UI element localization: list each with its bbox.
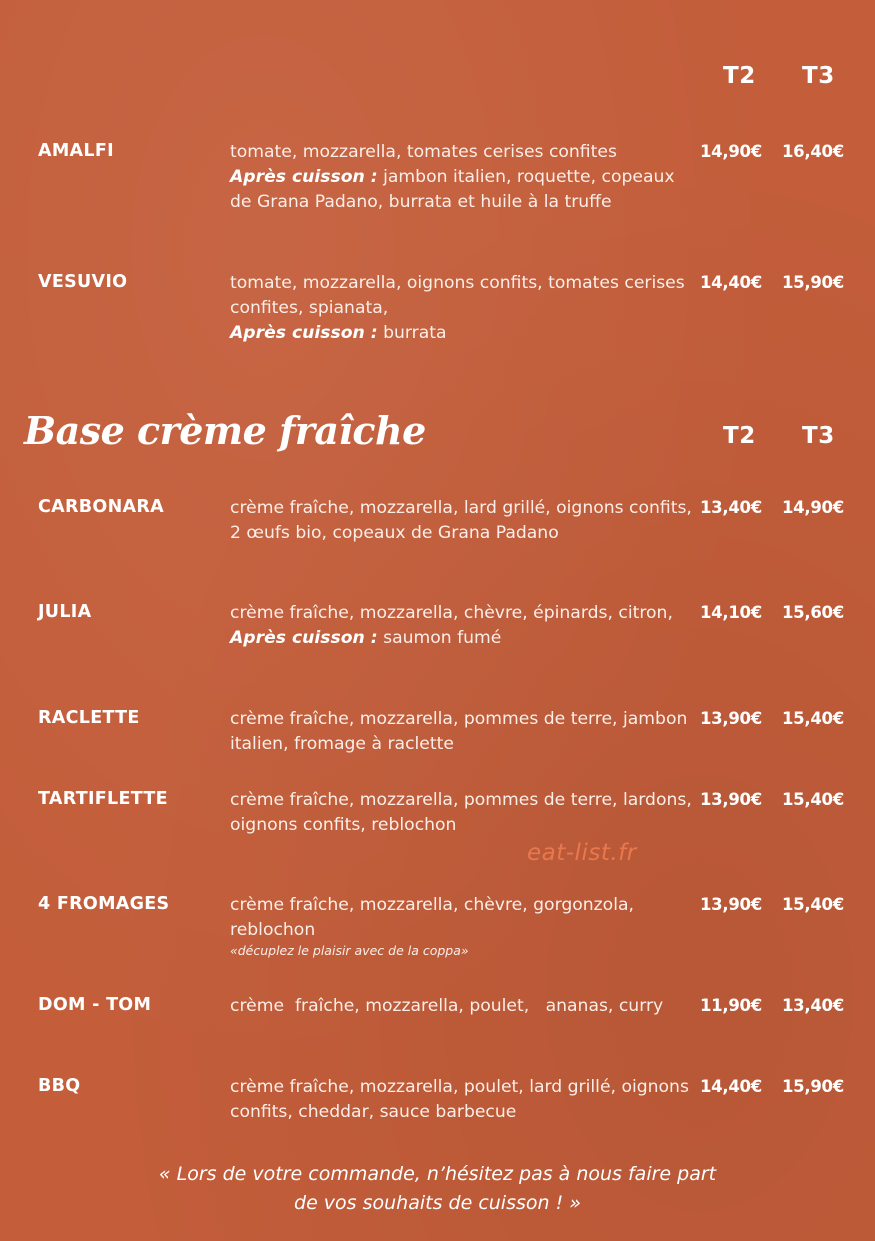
price-t2-4-fromages: 13,90€ bbox=[700, 895, 762, 914]
item-name-amalfi: AMALFI bbox=[38, 141, 114, 161]
item-desc-4-fromages bbox=[230, 893, 692, 959]
item-desc-raclette: crème fraîche, mozzarella, pommes de terre, jambon italien, fromage à raclette bbox=[230, 709, 688, 754]
item-desc-carbonara: crème fraîche, mozzarella, lard grillé, oignons confits, 2 œufs bio, copeaux de Grana Padano bbox=[230, 498, 692, 543]
price-t3-4-fromages: 15,40€ bbox=[782, 895, 844, 914]
price-t2-amalfi: 14,90€ bbox=[700, 142, 762, 161]
item-name-4-fromages: 4 FROMAGES bbox=[38, 894, 170, 914]
price-t3-dom-tom: 13,40€ bbox=[782, 996, 844, 1015]
size-header-t3: T3 bbox=[802, 423, 835, 449]
item-desc-dom-tom: crème fraîche, mozzarella, poulet, ananas, curry bbox=[230, 996, 664, 1016]
watermark-eat-list: eat-list.fr bbox=[527, 840, 637, 866]
item-desc-amalfi bbox=[230, 140, 692, 215]
price-t3-julia: 15,60€ bbox=[782, 603, 844, 622]
item-name-tartiflette: TARTIFLETTE bbox=[38, 789, 168, 809]
price-t2-julia: 14,10€ bbox=[700, 603, 762, 622]
price-t2-tartiflette: 13,90€ bbox=[700, 790, 762, 809]
item-name-carbonara: CARBONARA bbox=[38, 497, 164, 517]
price-t2-raclette: 13,90€ bbox=[700, 709, 762, 728]
item-name-julia: JULIA bbox=[38, 602, 92, 622]
item-note: «décuplez le plaisir avec de la coppa» bbox=[230, 943, 469, 958]
after-cooking-label: Après cuisson : bbox=[230, 628, 378, 648]
item-name-vesuvio: VESUVIO bbox=[38, 272, 128, 292]
item-desc-julia bbox=[230, 601, 692, 651]
price-t3-bbq: 15,90€ bbox=[782, 1077, 844, 1096]
item-desc-text: crème fraîche, mozzarella, chèvre, gorgonzola, reblochon bbox=[230, 895, 634, 940]
price-t3-vesuvio: 15,90€ bbox=[782, 273, 844, 292]
price-t2-carbonara: 13,40€ bbox=[700, 498, 762, 517]
footer-line-2: de vos souhaits de cuisson ! » bbox=[294, 1192, 581, 1214]
item-after-text: jambon italien, roquette, copeaux de Grana Padano, burrata et huile à la truffe bbox=[230, 167, 675, 212]
price-t3-amalfi: 16,40€ bbox=[782, 142, 844, 161]
section-title-base-creme-fraiche: Base crème fraîche bbox=[24, 408, 426, 453]
item-desc-text: tomate, mozzarella, oignons confits, tomates cerises confites, spianata, bbox=[230, 273, 685, 318]
item-name-raclette: RACLETTE bbox=[38, 708, 140, 728]
after-cooking-label: Après cuisson : bbox=[230, 323, 378, 343]
price-t3-raclette: 15,40€ bbox=[782, 709, 844, 728]
item-name-dom-tom: DOM - TOM bbox=[38, 995, 152, 1015]
item-after-text: burrata bbox=[383, 323, 447, 343]
size-header-t3: T3 bbox=[802, 63, 835, 89]
footer-line-1: « Lors de votre commande, n’hésitez pas à nous faire part bbox=[158, 1163, 717, 1185]
item-desc-tartiflette: crème fraîche, mozzarella, pommes de terre, lardons, oignons confits, reblochon bbox=[230, 790, 692, 835]
size-header-t2: T2 bbox=[723, 423, 756, 449]
item-desc-text: tomate, mozzarella, tomates cerises confites bbox=[230, 142, 617, 162]
item-desc-vesuvio bbox=[230, 271, 692, 346]
price-t2-dom-tom: 11,90€ bbox=[700, 996, 762, 1015]
price-t3-carbonara: 14,90€ bbox=[782, 498, 844, 517]
footer-note bbox=[0, 1160, 875, 1218]
price-t2-vesuvio: 14,40€ bbox=[700, 273, 762, 292]
after-cooking-label: Après cuisson : bbox=[230, 167, 378, 187]
price-t3-tartiflette: 15,40€ bbox=[782, 790, 844, 809]
item-desc-text: crème fraîche, mozzarella, chèvre, épinards, citron, bbox=[230, 603, 673, 623]
size-header-t2: T2 bbox=[723, 63, 756, 89]
item-name-bbq: BBQ bbox=[38, 1076, 81, 1096]
price-t2-bbq: 14,40€ bbox=[700, 1077, 762, 1096]
item-after-text: saumon fumé bbox=[383, 628, 502, 648]
item-desc-bbq: crème fraîche, mozzarella, poulet, lard grillé, oignons confits, cheddar, sauce barbecue bbox=[230, 1077, 689, 1122]
